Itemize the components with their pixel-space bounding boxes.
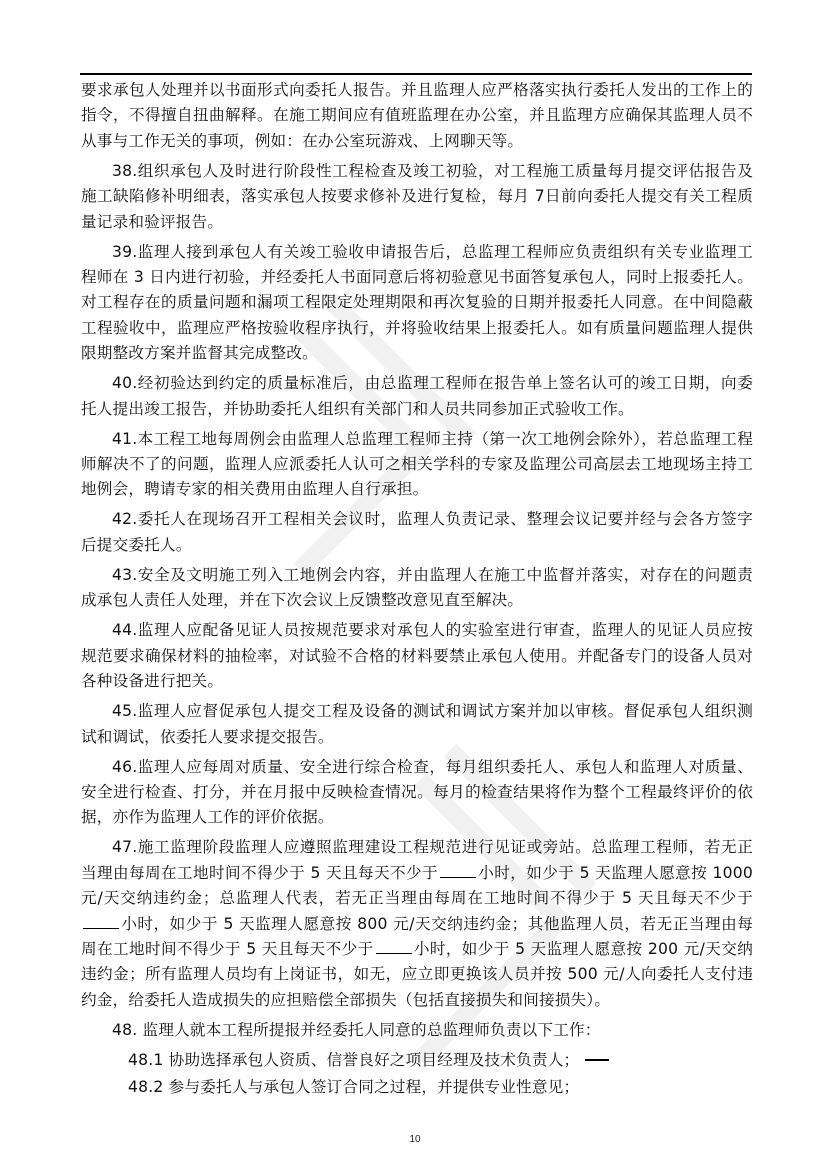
page-number: 10 — [409, 1134, 421, 1145]
paragraph-40: 40.经初验达到约定的质量标准后，由总监理工程师在报告单上签名认可的竣工日期，向委托人提出竣工报告，并协助委托人组织有关部门和人员共同参加正式验收工作。 — [81, 374, 753, 418]
paragraph-47-part-1: 47.施工监理阶段监理人应遵照监理建设工程规范进行见证或旁站。总监理工程师，若无正当理由每周在工地时间不得少于 5 天且每天不少于 — [81, 838, 753, 882]
blank-field-hours-1 — [440, 861, 476, 878]
paragraph-47-part-3: 小时，如少于 5 天监理人愿意按 800 元/天交纳违约金；其他监理人员，若无正当理由每周在工地时间不得少于 5 天且每天不少于 — [81, 914, 753, 958]
blank-field-hours-2 — [83, 912, 119, 929]
paragraph-38: 38.组织承包人及时进行阶段性工程检查及竣工初验，对工程施工质量每月提交评估报告及施工缺陷修补明细表，落实承包人按要求修补及进行复检，每月 7日前向委托人提交有关工程质量记录和验评报告。 — [81, 161, 753, 231]
paragraph-45: 45.监理人应督促承包人提交工程及设备的测试和调试方案并加以审核。督促承包人组织测试和调试，依委托人要求提交报告。 — [81, 702, 753, 746]
paragraph-47-part-4: 小时，如少于 5 天监理人愿意按 200 元/天交纳违约金；所有监理人员均有上岗证书，如无，应立即更换该人员并按 500 元/人向委托人支付违约金，给委托人造成损失的应担赔偿全部损失（包括直接损失和间接损失）。 — [81, 939, 753, 1009]
blank-field-hours-3 — [376, 937, 412, 954]
sub-item-48-1 — [81, 1048, 753, 1073]
paragraph-47-part-2: 小时，如少于 5 天监理人愿意按 1000 元/天交纳违约金；总监理人代表，若无正当理由每周在工地时间不得少于 5 天且每天不少于 — [81, 863, 753, 908]
header-rule — [80, 73, 752, 75]
document-body — [81, 78, 753, 1103]
paragraph-41: 41.本工程工地每周例会由监理人总监理工程师主持（第一次工地例会除外），若总监理工程师解决不了的问题，监理人应派委托人认可之相关学科的专家及监理公司高层去工地现场主持工地例会，聘请专家的相关费用由监理人自行承担。 — [81, 429, 753, 499]
paragraph-43: 43.安全及文明施工列入工地例会内容，并由监理人在施工中监督并落实，对存在的问题责成承包人责任人处理，并在下次会议上反馈整改意见直至解决。 — [81, 565, 753, 610]
paragraph-42: 42.委托人在现场召开工程相关会议时，监理人负责记录、整理会议记要并经与会各方签字后提交委托人。 — [81, 510, 753, 554]
paragraph-continued: 要求承包人处理并以书面形式向委托人报告。并且监理人应严格落实执行委托人发出的工作上的指令，不得擅自扭曲解释。在施工期间应有值班监理在办公室，并且监理方应确保其监理人员不从事与工作无关的事项，例如：在办公室玩游戏、上网聊天等。 — [81, 81, 753, 150]
paragraph-48: 48. 监理人就本工程所提报并经委托人同意的总监理师负责以下工作： — [112, 1020, 601, 1039]
sub-item-48-1-text: 48.1 协助选择承包人资质、信誉良好之项目经理及技术负责人； — [128, 1050, 580, 1069]
paragraph-47 — [81, 835, 753, 1013]
sub-item-48-2: 48.2 参与委托人与承包人签订合同之过程，并提供专业性意见； — [128, 1078, 580, 1097]
paragraph-39: 39.监理人接到承包人有关竣工验收申请报告后，总监理工程师应负责组织有关专业监理工程师在 3 日内进行初验，并经委托人书面同意后将初验意见书面答复承包人，同时上报委托人。对工程存在的质量问题和漏项工程限定处理期限和再次复验的日期并报委托人同意。在中间隐蔽工程验收中，监理应严格按验收程序执行，并将验收结果上报委托人。如有质量问题监理人提供限期整改方案并监督其完成整改。 — [81, 242, 753, 363]
dash-mark — [585, 1059, 609, 1061]
paragraph-44: 44.监理人应配备见证人员按规范要求对承包人的实验室进行审查，监理人的见证人员应按规范要求确保材料的抽检率，对试验不合格的材料要禁止承包人使用。并配备专门的设备人员对各种设备进行把关。 — [81, 621, 753, 691]
paragraph-46: 46.监理人应每周对质量、安全进行综合检查，每月组织委托人、承包人和监理人对质量、安全进行检查、打分，并在月报中反映检查情况。每月的检查结果将作为整个工程最终评价的依据，亦作为监理人工作的评价依据。 — [81, 757, 753, 827]
